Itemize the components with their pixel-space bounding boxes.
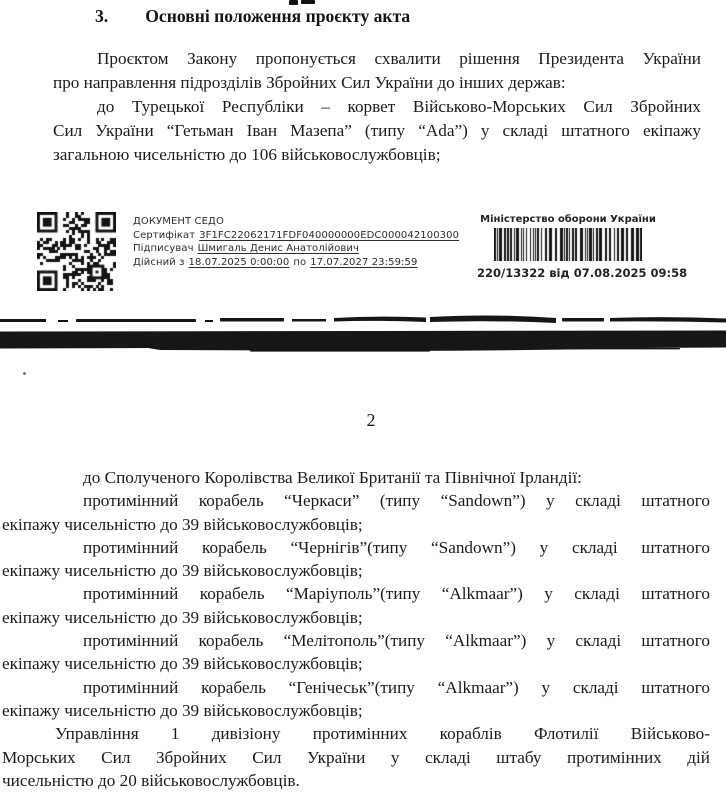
text-line: про направлення підрозділів Збройних Сил України до інших держав:	[53, 73, 566, 92]
text-line: Морських Сил Збройних Сил України у складі штабу протимінних дій	[2, 747, 710, 767]
sedo-document-label: ДОКУМЕНТ СЕДО	[133, 216, 224, 227]
text-line: протимінний корабель “Маріуполь”(типу “Alkmaar”) у складі штатного	[83, 584, 710, 604]
text-line: Сил України “Гетьман Іван Мазепа” (типу “Ada”) у складі штатного екіпажу	[53, 121, 701, 140]
organization-name: Міністерство оборони України	[480, 214, 656, 225]
text-line: екіпажу чисельністю до 39 військовослужбовців;	[2, 561, 363, 581]
page2-body-text	[2, 466, 710, 792]
signer-line	[133, 242, 473, 256]
section-title: Основні положення проєкту акта	[145, 6, 411, 26]
registration-number: 220/13322 від 07.08.2025 09:58	[477, 266, 688, 280]
text-line: екіпажу чисельністю до 39 військовослужбовців;	[2, 607, 363, 627]
qr-code-icon	[37, 212, 116, 291]
barcode-icon	[494, 228, 642, 261]
page-number: 2	[366, 410, 376, 430]
text-line: екіпажу чисельністю до 39 військовослужбовців;	[2, 514, 363, 534]
certificate-label: Сертифікат	[133, 229, 196, 241]
validity-from: 18.07.2025 0:00:00	[188, 256, 290, 268]
text-line: протимінний корабель “Чернігів”(типу “Sandown”) у складі штатного	[83, 537, 710, 557]
text-line: екіпажу чисельністю до 39 військовослужбовців;	[2, 654, 363, 674]
text-line: протимінний корабель “Черкаси” (типу “Sandown”) у складі штатного	[83, 491, 710, 511]
text-line: Проєктом Закону пропонується схвалити рішення Президента України	[97, 49, 701, 68]
validity-to: 17.07.2027 23:59:59	[310, 256, 418, 268]
scan-speck	[23, 372, 26, 375]
section-heading	[95, 6, 410, 27]
page1-body-text	[53, 47, 701, 167]
sedo-signature-stamp	[133, 215, 473, 269]
validity-label: Дійсний з	[133, 256, 185, 268]
top-edge-cut-mark	[289, 0, 298, 5]
top-edge-cut-mark	[301, 0, 315, 4]
text-line: екіпажу чисельністю до 39 військовослужбовців;	[2, 700, 363, 720]
signer-label: Підписувач	[133, 243, 194, 255]
validity-separator: по	[293, 256, 307, 268]
scan-separator-band	[0, 312, 726, 356]
registration-stamp	[477, 214, 688, 280]
signer-value: Шмигаль Денис Анатолійович	[197, 243, 360, 255]
section-number: 3.	[95, 6, 109, 26]
certificate-line	[133, 229, 473, 243]
text-line: чисельністю до 20 військовослужбовців.	[2, 770, 300, 790]
text-line: Управління 1 дивізіону протимінних кораблів Флотилії Військово-	[55, 724, 710, 744]
certificate-value: 3F1FC22062171FDF040000000EDC000042100300	[199, 229, 460, 241]
text-line: загальною чисельністю до 106 військовослужбовців;	[53, 145, 441, 164]
text-line: до Турецької Республіки – корвет Військово-Морських Сил Збройних	[97, 97, 701, 116]
text-line: протимінний корабель “Мелітополь”(типу “Alkmaar”) у складі штатного	[83, 631, 710, 651]
validity-line	[133, 256, 473, 270]
text-line: протимінний корабель “Генічеськ”(типу “Alkmaar”) у складі штатного	[83, 677, 710, 697]
text-line: до Сполученого Королівства Великої Британії та Північної Ірландії:	[83, 468, 582, 487]
